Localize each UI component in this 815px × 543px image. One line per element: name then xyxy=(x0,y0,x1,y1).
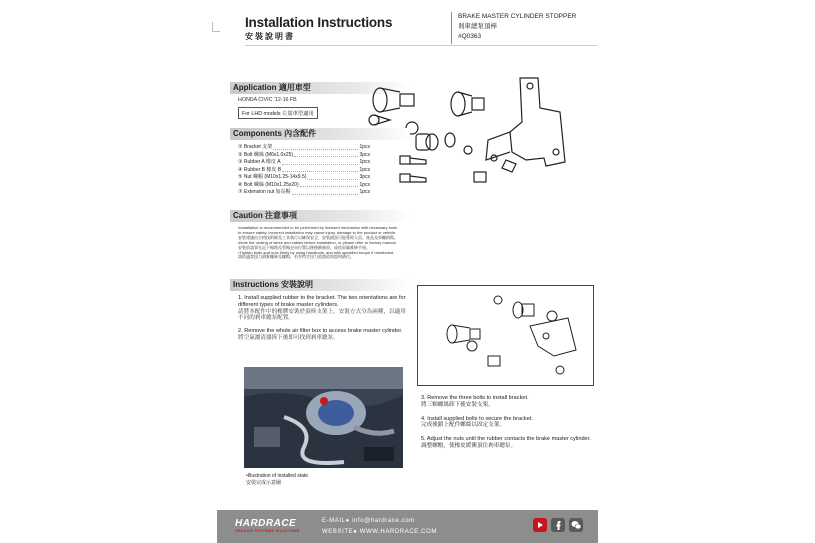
component-row xyxy=(238,174,370,182)
component-name: ③ Rubber A 橡皮 A xyxy=(238,159,281,165)
caution-line: 安裝建議由合格技術師及工具執行以確保安全，安裝錯誤可能導致人員、產品及車輛損傷。 xyxy=(238,234,398,240)
caution-heading: Caution 注意事項 xyxy=(230,210,410,222)
step-5 xyxy=(421,436,591,450)
product-name-en: BRAKE MASTER CYLINDER STOPPER xyxy=(458,13,577,20)
leader-dots xyxy=(282,159,359,165)
caution-line: •Tighten bolts and nuts firmly by using handtools, and with specified torque if mentioned. xyxy=(238,249,395,255)
step-1-en: 1. Install supplied rubber to the bracket. The two orientations are for different types of brake master cylinders. xyxy=(238,295,406,308)
step-5-zh: 調整螺帽，使橡皮緩衝頂住剎車總泵。 xyxy=(421,442,517,449)
contact-email[interactable]: E-MAIL● info@hardrace.com xyxy=(322,518,415,524)
models-note: For LHD models 左駕車型適用 xyxy=(238,107,318,119)
caution-line: 安裝前請事先記下線路及管線走向位置以便後續複原，或依原廠維修手冊。 xyxy=(238,244,370,250)
component-qty: 1pcs xyxy=(359,166,370,173)
leader-dots xyxy=(273,144,358,150)
leader-dots xyxy=(300,182,359,188)
page-subtitle: 安裝說明書 xyxy=(245,31,295,41)
brand-tagline: CHASSIS SYSTEMS SOLUTIONS xyxy=(235,529,300,533)
leader-dots xyxy=(282,167,358,173)
instructions-heading: Instructions 安裝說明 xyxy=(230,279,410,291)
contact-info xyxy=(322,516,437,538)
photo-caption-en: •Illustration of installed state xyxy=(246,473,309,479)
assembly-diagram xyxy=(417,285,594,386)
header-rule xyxy=(245,45,597,46)
step-4-zh: 完成後鎖上配件螺絲以固定支架。 xyxy=(421,422,505,429)
components-list xyxy=(238,144,370,197)
facebook-icon[interactable] xyxy=(551,518,565,532)
component-qty: 3pcs xyxy=(359,151,370,158)
step-4 xyxy=(421,416,591,430)
component-name: ① Bracket 支架 xyxy=(238,144,273,150)
component-row xyxy=(238,167,370,175)
step-2-en: 2. Remove the whole air filter box to access brake master cylinder. xyxy=(238,328,403,335)
component-row xyxy=(238,152,370,160)
page-title: Installation Instructions xyxy=(245,15,393,30)
step-1 xyxy=(238,295,410,322)
step-3-en: 3. Remove the three bolts to install bracket. xyxy=(421,395,529,401)
component-name: ⑥ Bolt 螺絲 (M10x1.25x20) xyxy=(238,181,299,188)
components-heading: Components 內含配件 xyxy=(230,128,410,140)
steps-right xyxy=(421,395,591,457)
component-row xyxy=(238,189,370,197)
bracket-part xyxy=(510,78,565,166)
step-3-zh: 將三顆螺絲卸下後安裝支架。 xyxy=(421,401,494,408)
component-qty: 1pcs xyxy=(359,181,370,188)
photo-caption-zh: 安裝完成示意圖 xyxy=(246,480,282,486)
footer-bar xyxy=(217,510,598,543)
caution-line: •Note the routing of wires and cables before installation, or please refer to factory manual. xyxy=(238,239,397,245)
step-2 xyxy=(238,328,410,342)
component-name: ④ Rubber B 橡皮 B xyxy=(238,166,282,173)
photo-caption xyxy=(246,473,308,487)
youtube-icon[interactable] xyxy=(533,518,547,532)
product-name-zh: 剎車總泵頂棒 xyxy=(458,23,497,30)
component-name: ⑤ Nut 螺帽 (M10x1.25-14x9.5) xyxy=(238,174,307,180)
installed-state-photo xyxy=(244,367,403,468)
step-4-en: 4. Install supplied bolts to secure the bracket. xyxy=(421,415,533,422)
steps-left xyxy=(238,295,410,348)
component-name: ② Bolt 螺絲 (M6x1.0x25) xyxy=(238,151,294,158)
leader-dots xyxy=(292,189,359,195)
brand-name: HARDRACE xyxy=(235,518,297,529)
component-qty: 1pcs xyxy=(359,189,370,195)
component-row xyxy=(238,144,370,152)
component-qty: 3pcs xyxy=(359,174,370,180)
application-heading: Application 適用車型 xyxy=(230,82,410,94)
step-1-zh: 請將本配件中的橡膠安裝於頂棒支架上，安裝方式分為兩種，以適用不同的剎車總泵配置。 xyxy=(238,308,406,322)
part-number: #Q0363 xyxy=(458,33,482,40)
caution-line: 請依適當扭力鎖緊螺絲及螺帽，若有特定扭力值請依照說明鎖付。 xyxy=(238,254,354,260)
leader-dots xyxy=(307,174,358,180)
step-3 xyxy=(421,395,591,409)
caution-line: to ensure safety. Incorrect installation may cause injury, damage to the product or vehicle. xyxy=(238,229,397,235)
contact-website[interactable]: WEBSITE● WWW.HARDRACE.COM xyxy=(322,529,437,535)
component-name: ⑦ Extension nut 加長帽 xyxy=(238,189,291,195)
step-2-zh: 將空氣濾清器拆下後即可找到剎車總泵。 xyxy=(238,334,339,341)
component-row xyxy=(238,182,370,190)
vehicle-model: HONDA CIVIC '12-16 FB xyxy=(238,97,297,103)
component-qty: 1pcs xyxy=(359,144,370,150)
header-divider xyxy=(451,12,452,44)
hardrace-logo xyxy=(235,518,317,536)
product-info xyxy=(458,12,576,42)
caution-notes xyxy=(238,226,436,260)
component-qty: 1pcs xyxy=(359,159,370,165)
step-5-en: 5. Adjust the nuts until the rubber contacts the brake master cylinder. xyxy=(421,436,591,443)
wechat-icon[interactable] xyxy=(569,518,583,532)
leader-dots xyxy=(294,152,358,158)
caution-line: •Installation is recommended to be performed by licensed mechanics with necessary tools xyxy=(238,225,398,230)
component-row xyxy=(238,159,370,167)
